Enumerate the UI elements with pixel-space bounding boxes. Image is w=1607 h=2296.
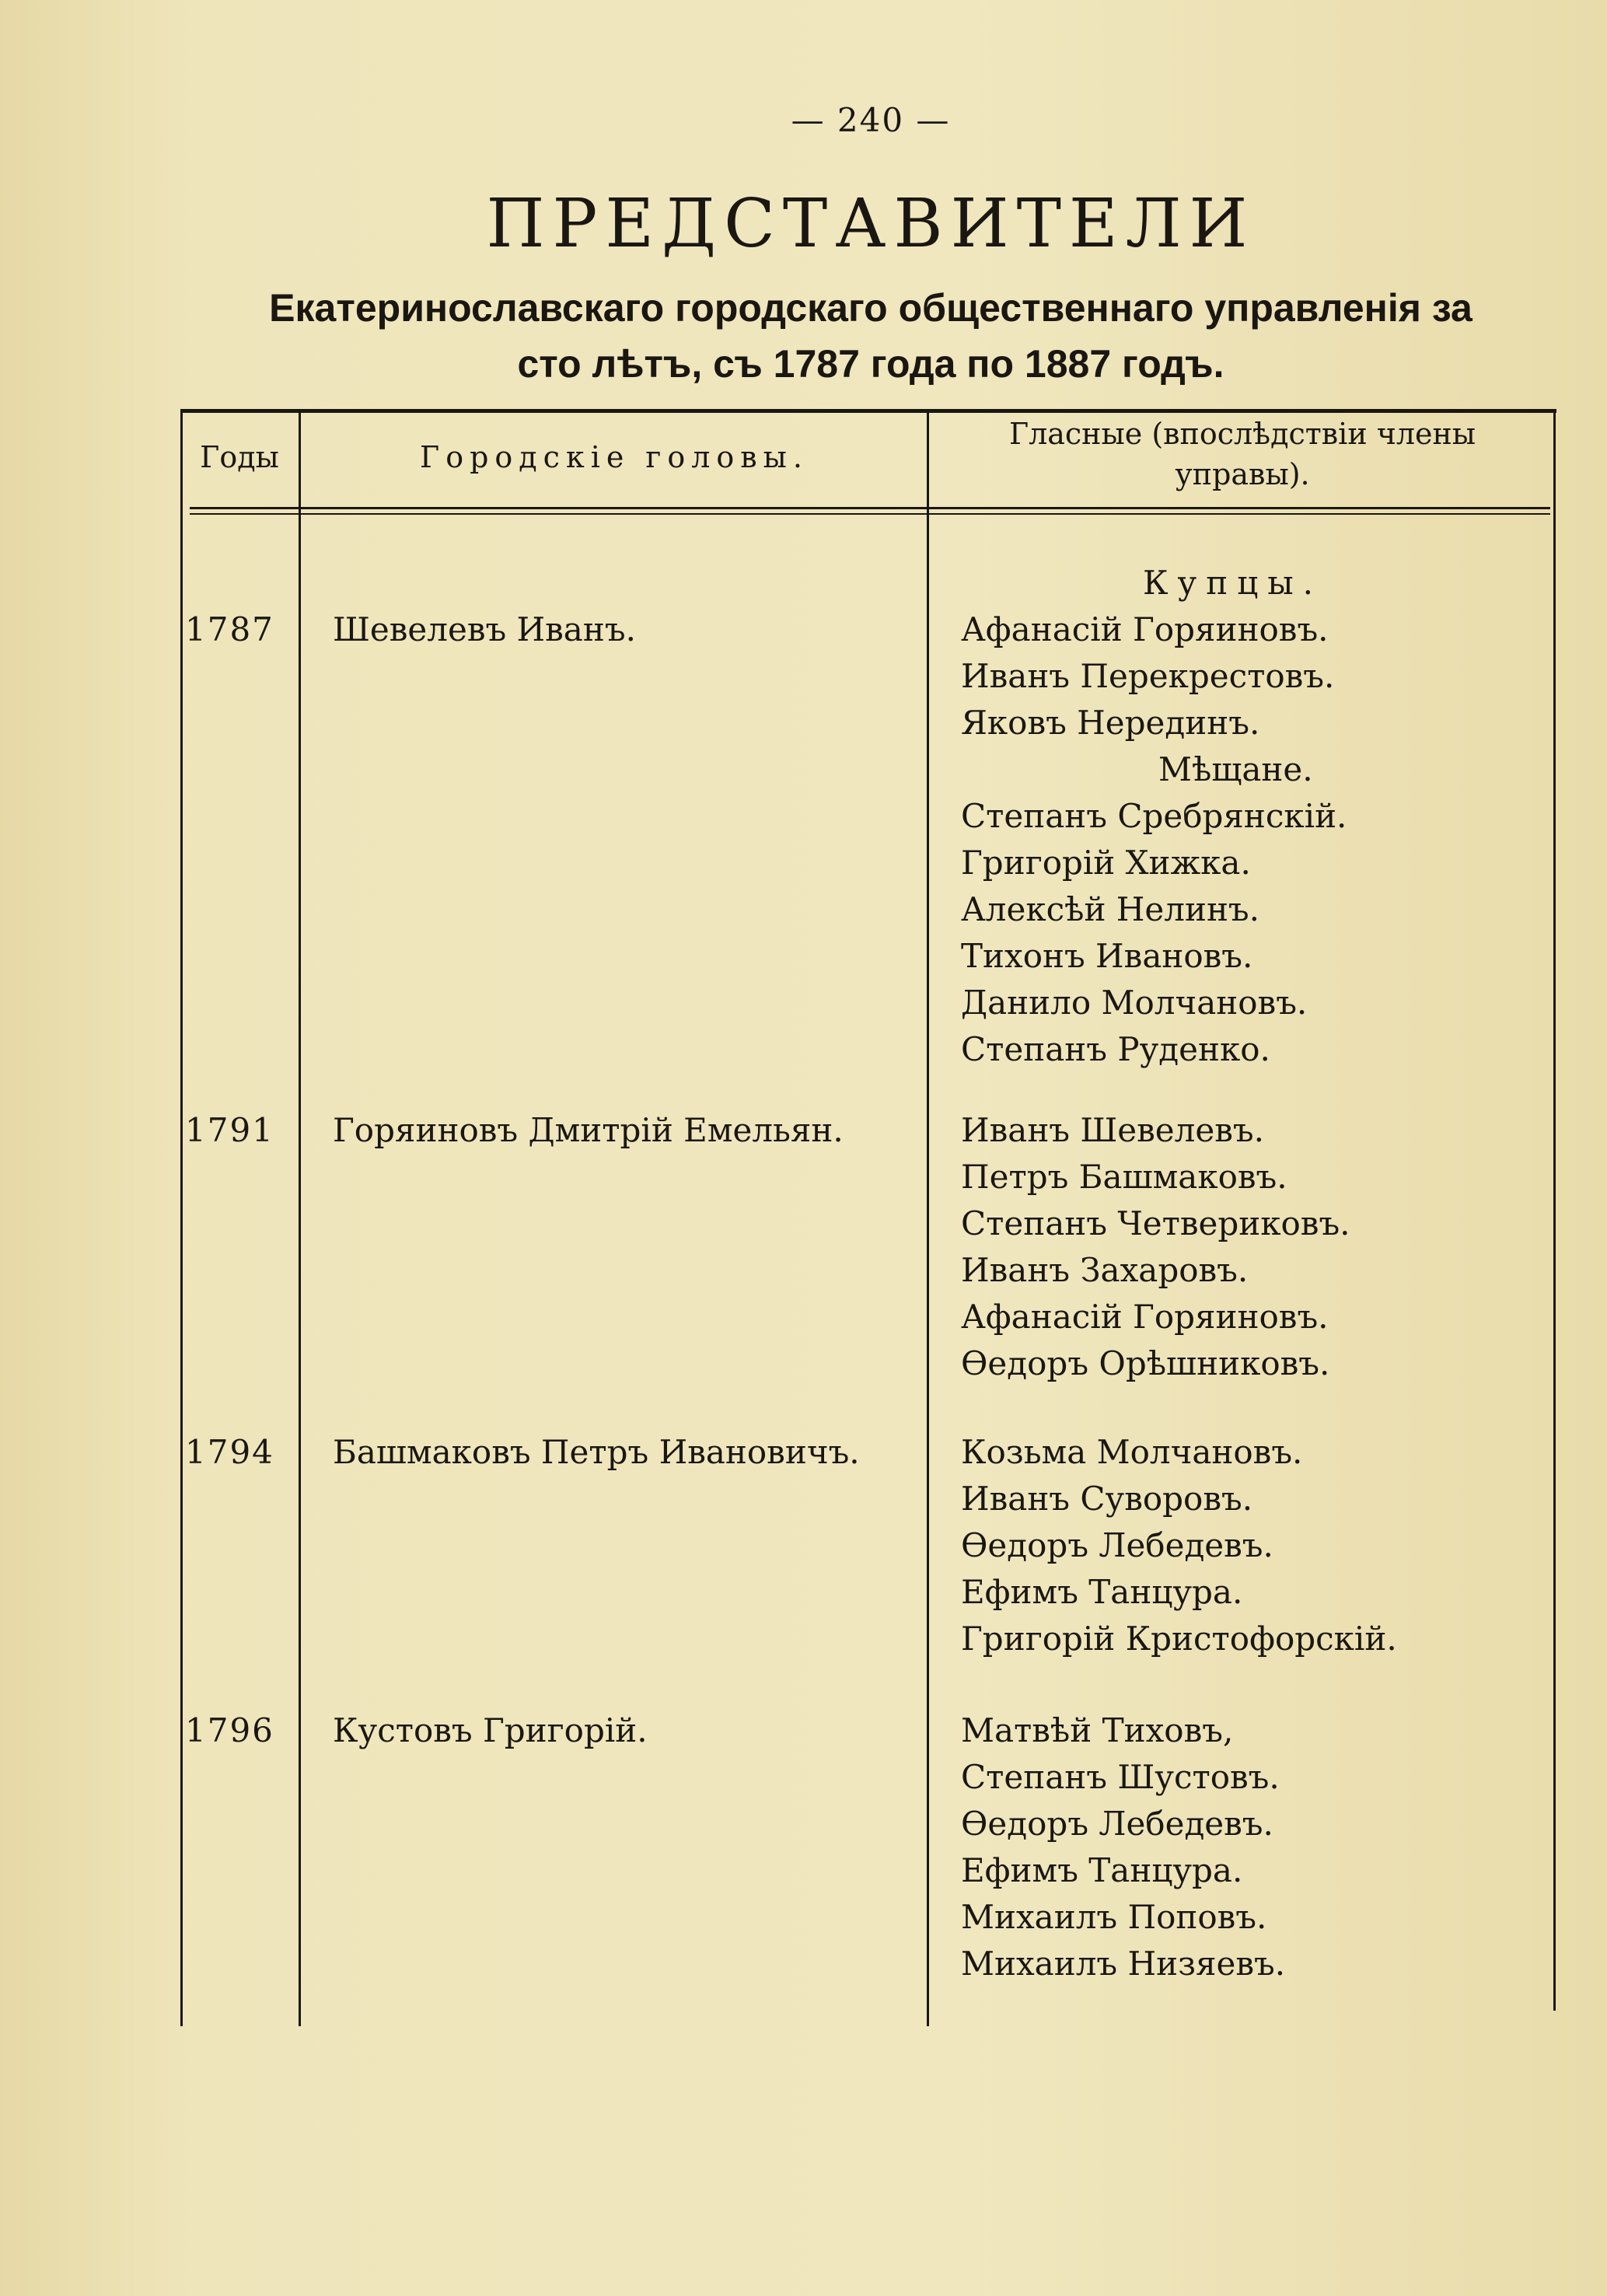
member-line: Афанасій Горяиновъ. — [961, 610, 1329, 648]
member-line: Григорій Хижка. — [961, 844, 1251, 882]
member-line: Ѳедоръ Лебедевъ. — [961, 1805, 1273, 1843]
member-line: Алексѣй Нелинъ. — [961, 890, 1260, 928]
column-divider — [180, 409, 183, 2026]
column-header-years: Годы — [200, 440, 279, 474]
member-line: Иванъ Захаровъ. — [961, 1251, 1249, 1289]
column-divider — [927, 409, 929, 2026]
member-line: Ефимъ Танцура. — [961, 1573, 1243, 1611]
member-line: Ѳедоръ Лебедевъ. — [961, 1526, 1273, 1564]
members-subheading: Купцы. — [1143, 564, 1322, 602]
member-line: Михаилъ Низяевъ. — [961, 1945, 1286, 1983]
member-line: Иванъ Шевелевъ. — [961, 1111, 1264, 1149]
member-line: Ефимъ Танцура. — [961, 1851, 1243, 1889]
member-line: Данило Молчановъ. — [961, 984, 1308, 1022]
column-header-members — [931, 414, 1553, 494]
subtitle-line: сто лѣтъ, съ 1787 года по 1887 годъ. — [517, 342, 1224, 386]
column-divider — [299, 409, 301, 2026]
city-head-cell: Башмаковъ Петръ Ивановичъ. — [333, 1433, 860, 1471]
member-line: Петръ Башмаковъ. — [961, 1158, 1287, 1196]
member-line: Тихонъ Ивановъ. — [961, 937, 1253, 975]
subtitle — [233, 280, 1508, 392]
member-line: Григорій Кристофорскій. — [961, 1620, 1397, 1658]
page-number: — 240 — — [791, 101, 951, 139]
city-head-cell: Горяиновъ Дмитрій Емельян. — [333, 1111, 844, 1149]
member-line: Иванъ Перекрестовъ. — [961, 657, 1335, 695]
city-head-cell: Шевелевъ Иванъ. — [333, 610, 636, 648]
year-cell: 1787 — [185, 610, 274, 648]
member-line: Степанъ Руденко. — [961, 1030, 1270, 1068]
year-cell: 1796 — [185, 1711, 274, 1749]
member-line: Афанасій Горяиновъ. — [961, 1298, 1329, 1336]
member-line: Степанъ Шустовъ. — [961, 1758, 1280, 1796]
year-cell: 1794 — [185, 1433, 274, 1471]
member-line: Козьма Молчановъ. — [961, 1433, 1303, 1471]
column-header-members-line: Гласные (впослѣдствіи члены — [1008, 417, 1476, 451]
city-head-cell: Кустовъ Григорій. — [333, 1711, 648, 1749]
header-rule-double — [190, 513, 1550, 515]
column-header-members-line: управы). — [1175, 457, 1310, 491]
members-subheading: Мѣщане. — [1158, 750, 1313, 788]
member-line: Иванъ Суворовъ. — [961, 1480, 1253, 1518]
column-header-heads: Городскіе головы. — [420, 440, 809, 474]
member-line: Степанъ Четвериковъ. — [961, 1204, 1350, 1242]
column-divider — [1553, 409, 1556, 2011]
member-line: Степанъ Сребрянскій. — [961, 797, 1347, 835]
header-rule — [190, 507, 1550, 509]
subtitle-line: Екатеринославскаго городскаго общественнаго управленія за — [269, 286, 1473, 330]
year-cell: 1791 — [185, 1111, 274, 1149]
member-line: Ѳедоръ Орѣшниковъ. — [961, 1344, 1330, 1382]
member-line: Матвѣй Тиховъ, — [961, 1711, 1234, 1749]
page-title: ПРЕДСТАВИТЕЛИ — [486, 185, 1256, 263]
member-line: Михаилъ Поповъ. — [961, 1898, 1267, 1936]
table-top-rule — [180, 409, 1556, 413]
member-line: Яковъ Нерединъ. — [961, 704, 1260, 742]
